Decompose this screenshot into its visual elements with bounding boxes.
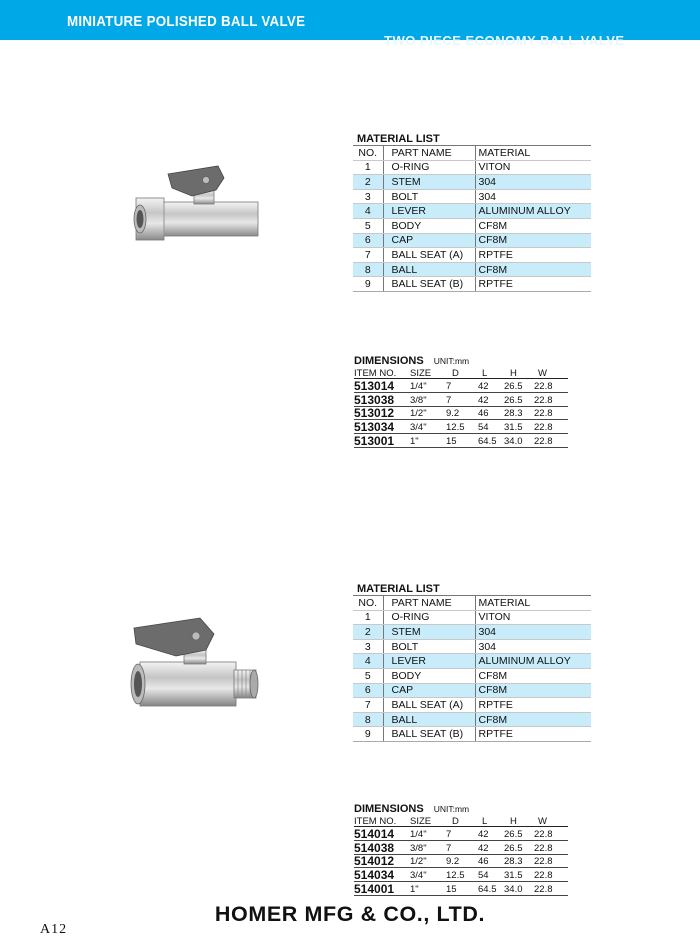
table-row	[353, 204, 591, 219]
cell-w: 22.8	[534, 394, 553, 406]
cell-no: 1	[353, 160, 383, 175]
item-number: 513034	[354, 420, 395, 435]
cell-d: 9.2	[446, 408, 460, 420]
dimensions-title: DIMENSIONS	[354, 355, 424, 367]
item-number: 513001	[354, 433, 395, 448]
cell-l: 64.5	[478, 435, 497, 447]
cell-h: 34.0	[504, 883, 523, 895]
cell-part: BALL SEAT (A)	[383, 698, 475, 713]
material-list-table	[353, 145, 591, 292]
cell-size: 1"	[410, 883, 419, 895]
cell-no: 9	[353, 277, 383, 292]
cell-part: BALL SEAT (A)	[383, 248, 475, 263]
cell-material: ALUMINUM ALLOY	[475, 654, 591, 669]
dimensions-table	[354, 355, 568, 448]
cell-part: STEM	[383, 625, 475, 640]
item-number: 514038	[354, 840, 395, 855]
cell-part: LEVER	[383, 654, 475, 669]
column-header-size: SIZE	[410, 816, 432, 827]
cell-h: 26.5	[504, 842, 523, 854]
table-row	[353, 610, 591, 625]
table-row	[354, 407, 568, 421]
cell-d: 12.5	[446, 870, 465, 882]
cell-material: RPTFE	[475, 727, 591, 742]
cell-w: 22.8	[534, 883, 553, 895]
column-header-l: L	[482, 816, 488, 827]
column-header-d: D	[452, 816, 459, 827]
cell-part: BALL	[383, 262, 475, 277]
cell-no: 4	[353, 654, 383, 669]
table-row	[353, 248, 591, 263]
item-number: 513038	[354, 392, 395, 407]
table-row	[353, 262, 591, 277]
table-row	[353, 698, 591, 713]
cell-no: 2	[353, 625, 383, 640]
cell-part: BODY	[383, 218, 475, 233]
product-2-image	[126, 610, 261, 720]
column-header-d: D	[452, 368, 459, 379]
cell-l: 42	[478, 842, 489, 854]
cell-part: LEVER	[383, 204, 475, 219]
cell-no: 7	[353, 698, 383, 713]
table-row	[353, 654, 591, 669]
cell-d: 9.2	[446, 856, 460, 868]
column-header-l: L	[482, 368, 488, 379]
page-title: MINIATURE POLISHED BALL VALVE	[67, 14, 306, 30]
table-row	[353, 160, 591, 175]
table-row	[354, 827, 568, 841]
cell-d: 7	[446, 828, 452, 840]
cell-no: 3	[353, 639, 383, 654]
cell-h: 28.3	[504, 856, 523, 868]
cell-h: 26.5	[504, 828, 523, 840]
cell-no: 9	[353, 727, 383, 742]
item-number: 514014	[354, 826, 395, 841]
cell-h: 31.5	[504, 870, 523, 882]
cell-no: 5	[353, 218, 383, 233]
cell-no: 6	[353, 683, 383, 698]
cell-part: CAP	[383, 233, 475, 248]
table-row	[354, 841, 568, 855]
item-number: 514034	[354, 868, 395, 883]
unit-label: UNIT:mm	[433, 804, 470, 814]
material-list-title: MATERIAL LIST	[357, 583, 440, 595]
cell-part: O-RING	[383, 610, 475, 625]
table-row	[353, 277, 591, 292]
column-header-w: W	[538, 816, 547, 827]
table-row	[354, 393, 568, 407]
column-header-w: W	[538, 368, 547, 379]
item-number: 514012	[354, 854, 395, 869]
cell-w: 22.8	[534, 435, 553, 447]
cell-l: 46	[478, 408, 489, 420]
cell-l: 46	[478, 856, 489, 868]
table-row	[353, 727, 591, 742]
cell-no: 5	[353, 668, 383, 683]
cell-d: 7	[446, 380, 452, 392]
cell-h: 31.5	[504, 422, 523, 434]
table-row	[353, 175, 591, 190]
cell-l: 42	[478, 394, 489, 406]
cell-no: 4	[353, 204, 383, 219]
company-name: HOMER MFG & CO., LTD.	[214, 902, 486, 926]
miniature-ball-valve-female-male-icon	[126, 610, 261, 720]
column-header-item-no: ITEM NO.	[354, 368, 397, 379]
cell-size: 1/2"	[410, 408, 427, 420]
cell-part: BALL SEAT (B)	[383, 727, 475, 742]
cell-material: VITON	[475, 160, 591, 175]
cell-h: 26.5	[504, 380, 523, 392]
cell-d: 7	[446, 394, 452, 406]
cell-no: 3	[353, 189, 383, 204]
cell-no: 7	[353, 248, 383, 263]
table-row	[353, 189, 591, 204]
table-header-row	[353, 146, 591, 161]
cell-w: 22.8	[534, 842, 553, 854]
unit-label: UNIT:mm	[433, 356, 470, 366]
column-header-h: H	[510, 816, 517, 827]
cell-no: 6	[353, 233, 383, 248]
table-row	[354, 434, 568, 448]
cell-size: 3/4"	[410, 870, 427, 882]
column-header-material: MATERIAL	[475, 596, 591, 611]
cell-part: BALL	[383, 712, 475, 727]
cell-size: 1/2"	[410, 856, 427, 868]
cell-part: BOLT	[383, 189, 475, 204]
cell-l: 42	[478, 380, 489, 392]
cell-material: RPTFE	[475, 277, 591, 292]
cell-w: 22.8	[534, 828, 553, 840]
miniature-ball-valve-female-female-icon	[128, 160, 263, 250]
table-row	[353, 668, 591, 683]
table-row	[354, 855, 568, 869]
column-header-part-name: PART NAME	[383, 146, 475, 161]
cell-h: 34.0	[504, 435, 523, 447]
table-row	[354, 882, 568, 896]
dimensions-header-row	[354, 816, 568, 827]
cell-size: 1/4"	[410, 828, 427, 840]
cell-size: 3/8"	[410, 394, 427, 406]
column-header-material: MATERIAL	[475, 146, 591, 161]
cell-part: STEM	[383, 175, 475, 190]
item-number: 514001	[354, 881, 395, 896]
cell-w: 22.8	[534, 408, 553, 420]
column-header-part-name: PART NAME	[383, 596, 475, 611]
cell-size: 1"	[410, 435, 419, 447]
cell-w: 22.8	[534, 380, 553, 392]
material-list-table	[353, 595, 591, 742]
cell-w: 22.8	[534, 856, 553, 868]
cell-material: RPTFE	[475, 248, 591, 263]
cell-l: 54	[478, 870, 489, 882]
dimensions-heading	[354, 803, 568, 816]
cell-size: 3/8"	[410, 842, 427, 854]
cell-size: 3/4"	[410, 422, 427, 434]
cell-material: CF8M	[475, 262, 591, 277]
item-number: 513012	[354, 406, 395, 421]
bleed-through-text: TWO PIECE ECONOMY BALL VALVE	[384, 33, 625, 48]
cell-material: CF8M	[475, 683, 591, 698]
item-number: 513014	[354, 378, 395, 393]
cell-no: 1	[353, 610, 383, 625]
table-row	[354, 379, 568, 393]
cell-part: BOLT	[383, 639, 475, 654]
cell-part: BODY	[383, 668, 475, 683]
cell-material: RPTFE	[475, 698, 591, 713]
cell-w: 22.8	[534, 422, 553, 434]
column-header-h: H	[510, 368, 517, 379]
table-row	[353, 639, 591, 654]
cell-part: BALL SEAT (B)	[383, 277, 475, 292]
cell-material: ALUMINUM ALLOY	[475, 204, 591, 219]
cell-material: 304	[475, 189, 591, 204]
cell-d: 15	[446, 883, 457, 895]
cell-l: 64.5	[478, 883, 497, 895]
dimensions-title: DIMENSIONS	[354, 803, 424, 815]
table-row	[354, 868, 568, 882]
cell-d: 12.5	[446, 422, 465, 434]
table-header-row	[353, 596, 591, 611]
column-header-item-no: ITEM NO.	[354, 816, 397, 827]
cell-w: 22.8	[534, 870, 553, 882]
cell-no: 8	[353, 262, 383, 277]
cell-no: 8	[353, 712, 383, 727]
cell-material: CF8M	[475, 668, 591, 683]
dimensions-header-row	[354, 368, 568, 379]
cell-size: 1/4"	[410, 380, 427, 392]
cell-part: CAP	[383, 683, 475, 698]
cell-material: 304	[475, 639, 591, 654]
cell-part: O-RING	[383, 160, 475, 175]
cell-d: 15	[446, 435, 457, 447]
cell-l: 42	[478, 828, 489, 840]
table-row	[354, 420, 568, 434]
product-1-image	[128, 160, 263, 250]
table-row	[353, 218, 591, 233]
table-row	[353, 233, 591, 248]
cell-h: 26.5	[504, 394, 523, 406]
cell-l: 54	[478, 422, 489, 434]
column-header-no: NO.	[353, 146, 383, 161]
table-row	[353, 625, 591, 640]
page-number: A12	[40, 922, 68, 937]
dimensions-table	[354, 803, 568, 896]
cell-material: 304	[475, 175, 591, 190]
cell-h: 28.3	[504, 408, 523, 420]
column-header-size: SIZE	[410, 368, 432, 379]
cell-no: 2	[353, 175, 383, 190]
cell-material: CF8M	[475, 218, 591, 233]
cell-material: CF8M	[475, 233, 591, 248]
dimensions-heading	[354, 355, 568, 368]
cell-material: CF8M	[475, 712, 591, 727]
cell-d: 7	[446, 842, 452, 854]
table-row	[353, 712, 591, 727]
cell-material: 304	[475, 625, 591, 640]
cell-material: VITON	[475, 610, 591, 625]
table-row	[353, 683, 591, 698]
column-header-no: NO.	[353, 596, 383, 611]
material-list-title: MATERIAL LIST	[357, 133, 440, 145]
